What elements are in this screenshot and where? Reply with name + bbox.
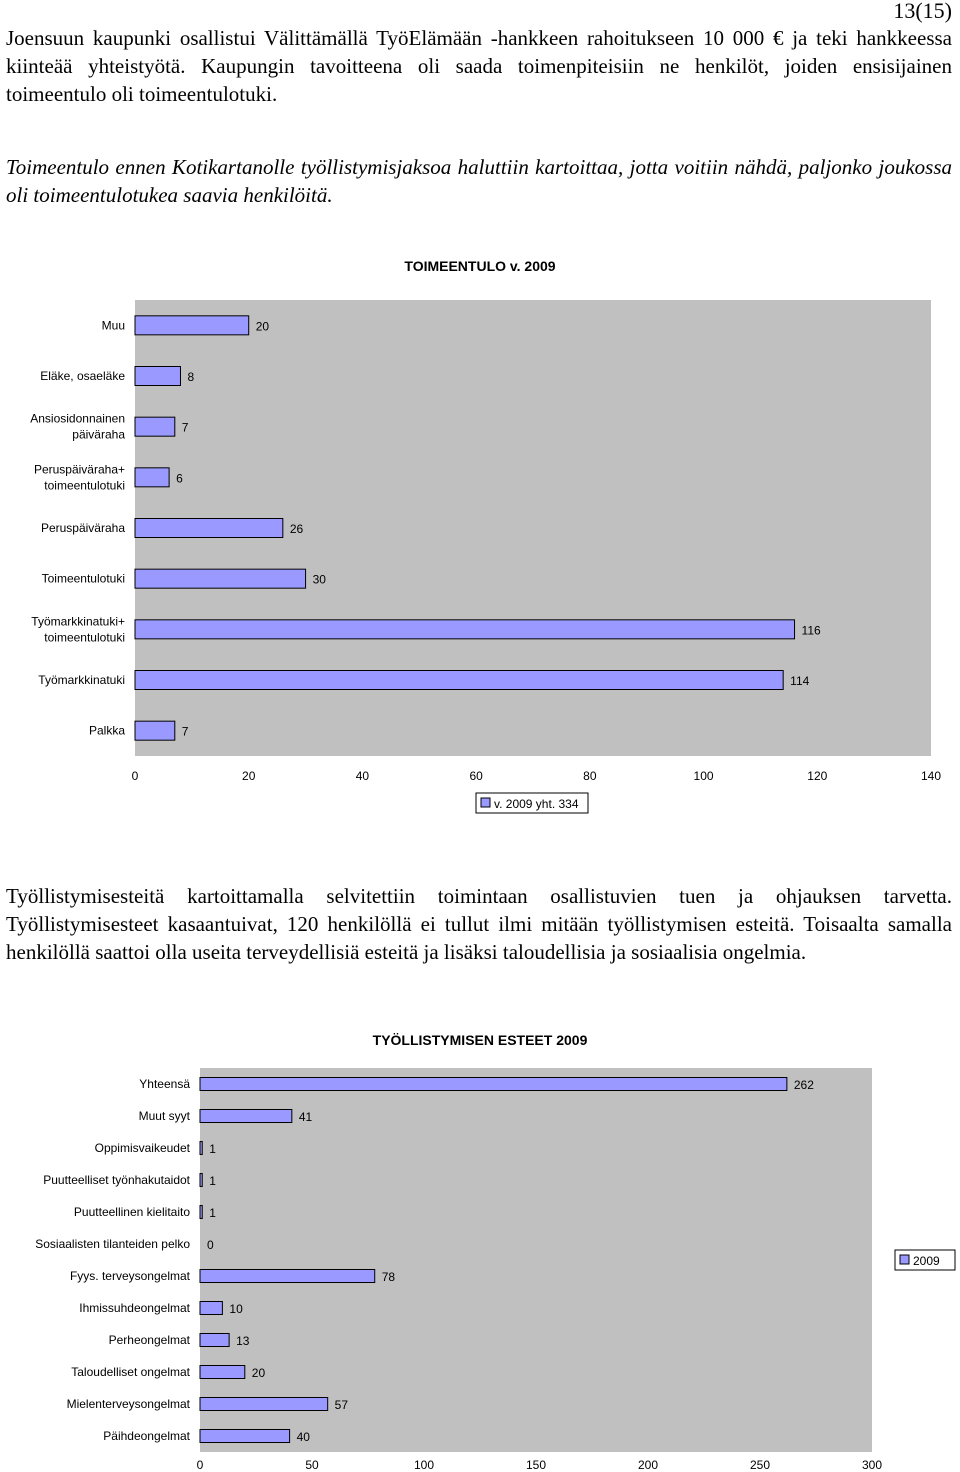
legend-swatch [481, 798, 490, 807]
bar [200, 1270, 375, 1283]
bar [135, 519, 283, 538]
category-label: Toimeentulotuki [41, 571, 125, 586]
data-label: 7 [181, 724, 189, 739]
obstacles-chart [0, 1020, 960, 1472]
category-label: Työmarkkinatuki+ toimeentulotuki [31, 614, 125, 645]
bar [200, 1078, 787, 1091]
data-label: 116 [801, 623, 821, 638]
data-label: 41 [298, 1110, 313, 1124]
category-label: Peruspäiväraha [40, 521, 125, 535]
category-label: Eläke, osaeläke [40, 369, 125, 383]
legend [476, 793, 588, 813]
category-label: Perheongelmat [108, 1333, 190, 1347]
category-label: Peruspäiväraha+ toimeentulotuki [33, 462, 125, 493]
data-label: 8 [187, 370, 195, 384]
data-label: 262 [793, 1078, 814, 1092]
x-tick-label: 120 [807, 769, 828, 783]
x-tick-label: 150 [525, 1458, 547, 1472]
bar [135, 620, 795, 639]
x-tick-label: 140 [920, 769, 942, 783]
plot-area [200, 1068, 872, 1452]
category-label: Fyys. terveysongelmat [69, 1269, 190, 1283]
data-label: 10 [229, 1302, 243, 1316]
bar [200, 1174, 202, 1187]
page-number: 13(15) [893, 0, 952, 23]
x-tick-label: 0 [196, 1458, 204, 1472]
data-label: 26 [289, 522, 304, 536]
category-label: Päihdeongelmat [103, 1429, 190, 1443]
data-label: 78 [381, 1270, 396, 1284]
category-label: Työmarkkinatuki [38, 673, 125, 687]
category-label: Taloudelliset ongelmat [71, 1365, 190, 1379]
category-label: Muut syyt [138, 1109, 190, 1123]
bar [135, 671, 783, 690]
category-label: Yhteensä [139, 1077, 190, 1091]
x-tick-label: 250 [749, 1458, 771, 1472]
category-label: Oppimisvaikeudet [94, 1141, 190, 1155]
category-label: Puutteelliset työnhakutaidot [43, 1173, 190, 1187]
data-label: 20 [255, 319, 270, 334]
income-chart [0, 240, 960, 830]
data-label: 6 [176, 471, 183, 486]
bar [200, 1334, 229, 1347]
bar [200, 1206, 202, 1219]
x-tick-label: 300 [861, 1458, 883, 1472]
x-tick-label: 80 [583, 769, 597, 783]
x-tick-label: 0 [131, 769, 139, 783]
legend-label: 2009 [913, 1254, 940, 1268]
bar [200, 1430, 290, 1443]
paragraph-obstacles: Työllistymisesteitä kartoittamalla selvitettiin toimintaan osallistuvien tuen ja ohjauksen tarvetta. Työllistymisesteet kasaantuivat, 120 henkilöllä ei tullut ilmi mitään työllistymisen esteitä. Toisaalta samalla henkilöllä saattoi olla useita terveydellisiä esteitä ja lisäksi taloudellisia ja sosiaalisia ongelmia. [6, 884, 952, 964]
category-label: Ihmissuhdeongelmat [79, 1301, 190, 1315]
data-label: 13 [236, 1334, 250, 1348]
legend [895, 1250, 955, 1270]
bar [200, 1110, 292, 1123]
x-tick-label: 40 [355, 769, 370, 783]
x-tick-label: 200 [637, 1458, 659, 1472]
legend-label: v. 2009 yht. 334 [494, 797, 579, 811]
data-label: 114 [790, 674, 810, 688]
bar [135, 721, 175, 740]
data-label: 0 [207, 1238, 214, 1252]
bar [200, 1398, 328, 1411]
bar [200, 1302, 222, 1315]
x-tick-label: 50 [305, 1458, 319, 1472]
bar [135, 417, 175, 436]
x-tick-label: 60 [469, 769, 483, 783]
x-tick-label: 100 [413, 1458, 435, 1472]
category-label: Mielenterveysongelmat [66, 1397, 190, 1411]
bar [200, 1142, 202, 1155]
bar [135, 569, 306, 588]
data-label: 1 [209, 1206, 216, 1220]
paragraph-funding: Joensuun kaupunki osallistui Välittämällä TyöElämään -hankkeen rahoitukseen 10 000 € ja teki hankkeessa kiinteää yhteistyötä. Kaupungin tavoitteena oli saada toimenpiteisiin ne henkilöt, joiden ensisijainen toimeentulo oli toimeentulotuki. [6, 26, 952, 106]
data-label: 57 [334, 1398, 349, 1412]
data-label: 1 [209, 1174, 216, 1188]
category-label: Palkka [88, 723, 125, 738]
bar [135, 316, 249, 335]
x-tick-label: 100 [693, 769, 714, 783]
category-label: Muu [101, 318, 125, 333]
bar [135, 367, 180, 386]
data-label: 1 [209, 1142, 216, 1156]
chart-title: TOIMEENTULO v. 2009 [404, 258, 556, 274]
bar [135, 468, 169, 487]
legend-swatch [900, 1255, 909, 1264]
data-label: 7 [181, 420, 189, 435]
x-tick-label: 20 [242, 769, 256, 783]
category-label: Sosiaalisten tilanteiden pelko [35, 1237, 190, 1251]
chart-title: TYÖLLISTYMISEN ESTEET 2009 [372, 1032, 588, 1048]
paragraph-income-intro: Toimeentulo ennen Kotikartanolle työllistymisjaksoa haluttiin kartoittaa, jotta voitiin nähdä, paljonko joukossa oli toimeentulotukea saavia henkilöitä. [6, 155, 952, 207]
category-label: Puutteellinen kielitaito [73, 1205, 190, 1219]
data-label: 30 [312, 572, 326, 587]
bar [200, 1366, 245, 1379]
data-label: 20 [251, 1366, 266, 1380]
category-label: Ansiosidonnainen päiväraha [30, 411, 125, 442]
data-label: 40 [296, 1430, 310, 1444]
